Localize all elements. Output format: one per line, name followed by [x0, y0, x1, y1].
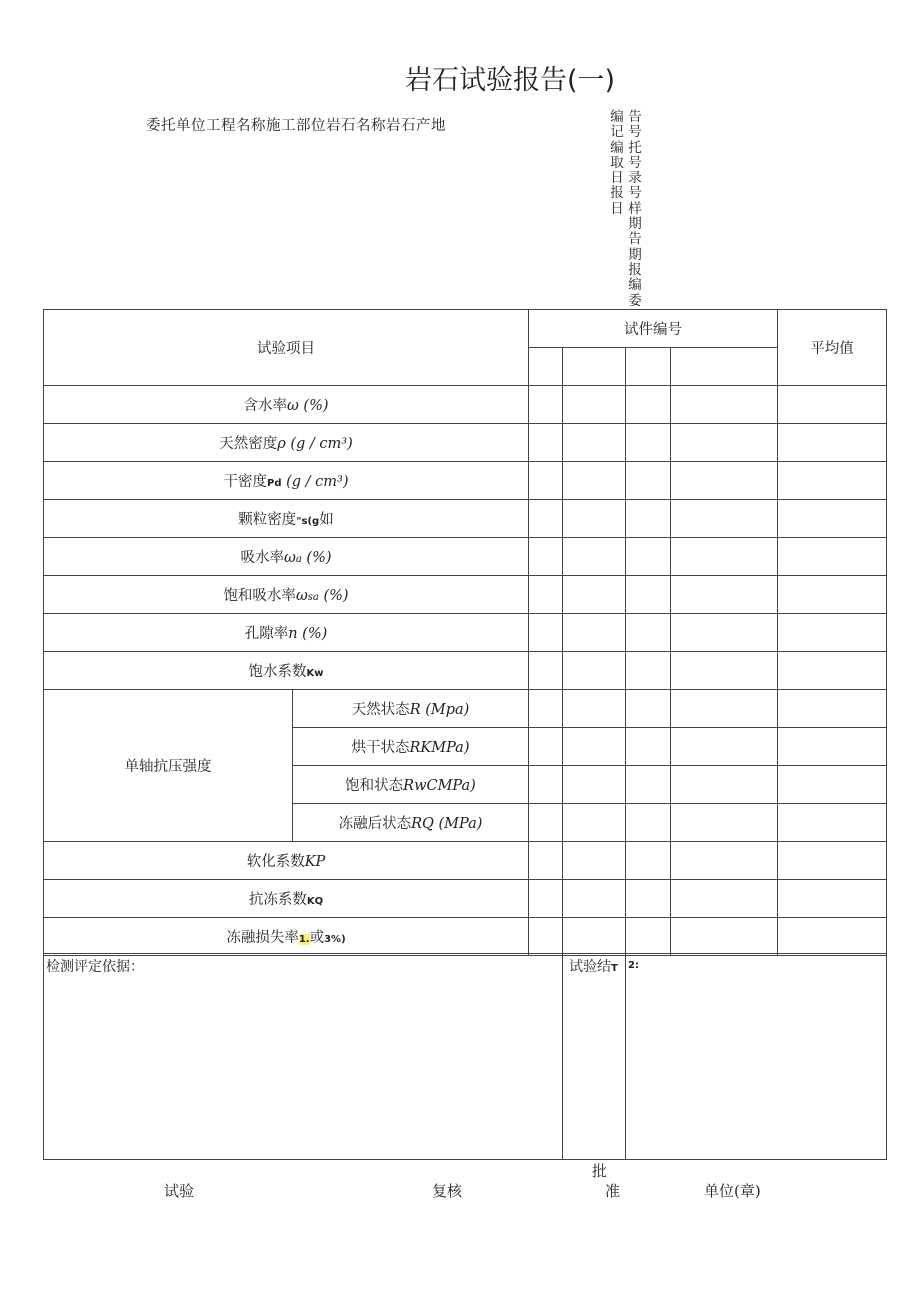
test-conclusion[interactable]: 2:	[626, 954, 887, 1160]
approver-label-1: 批	[592, 1162, 608, 1180]
row-label-frost-coefficient: 抗冻系数KQ	[44, 880, 529, 918]
approver-label-2: 准	[605, 1182, 621, 1200]
specimen-cell[interactable]	[626, 348, 671, 386]
table-row	[44, 918, 887, 956]
report-info-vertical-1: 编记编取日报日	[610, 109, 624, 217]
average-header: 平均值	[778, 310, 887, 386]
page-title: 岩石试验报告(一)	[404, 65, 616, 96]
row-label-saturated-absorption: 饱和吸水率ωsa (%)	[44, 576, 529, 614]
row-label-ucs-dry: 烘干状态RKMPa)	[293, 728, 529, 766]
report-info-vertical-2: 告号托号录号样期告期报编委	[628, 109, 642, 309]
table-row	[44, 842, 887, 880]
table-row	[44, 500, 887, 538]
table-row	[44, 880, 887, 918]
test-conclusion-label: 试验结T	[563, 954, 626, 1160]
specimen-cell[interactable]	[563, 348, 626, 386]
row-label-dry-density: 干密度Pd (g / cm³)	[44, 462, 529, 500]
table-row	[44, 538, 887, 576]
table-row	[44, 614, 887, 652]
row-label-saturation-coefficient: 饱水系数Kw	[44, 652, 529, 690]
row-label-natural-density: 天然密度ρ (g / cm³)	[44, 424, 529, 462]
test-item-header: 试验项目	[44, 310, 529, 386]
row-label-softening-coefficient: 软化系数KP	[44, 842, 529, 880]
conclusion-table	[43, 953, 887, 1160]
row-label-ucs-natural: 天然状态R (Mpa)	[293, 690, 529, 728]
specimen-cell[interactable]	[671, 348, 778, 386]
row-label-ucs-saturated: 饱和状态RwCMPa)	[293, 766, 529, 804]
row-label-ucs-freeze-thaw: 冻融后状态RQ (MPa)	[293, 804, 529, 842]
reviewer-signature: 复核	[432, 1182, 463, 1200]
client-info-labels: 委托单位工程名称施工部位岩石名称岩石产地	[146, 118, 446, 134]
table-row	[44, 424, 887, 462]
row-label-porosity: 孔隙率n (%)	[44, 614, 529, 652]
tester-signature: 试验	[164, 1182, 195, 1200]
row-label-ucs: 单轴抗压强度	[44, 690, 293, 842]
test-results-table	[43, 309, 887, 956]
specimen-number-header: 试件编号	[529, 310, 778, 348]
row-label-water-content: 含水率ω (%)	[44, 386, 529, 424]
evaluation-basis[interactable]: 检测评定依据：	[44, 954, 563, 1160]
table-row	[44, 652, 887, 690]
unit-seal: 单位(章)	[704, 1182, 761, 1200]
row-label-particle-density: 颗粒密度"s(g如	[44, 500, 529, 538]
table-row	[44, 690, 887, 728]
specimen-cell[interactable]	[529, 348, 563, 386]
table-row	[44, 386, 887, 424]
table-row	[44, 576, 887, 614]
table-row	[44, 462, 887, 500]
row-label-water-absorption: 吸水率ωa (%)	[44, 538, 529, 576]
row-label-freeze-thaw-loss: 冻融损失率1.或3%)	[44, 918, 529, 956]
